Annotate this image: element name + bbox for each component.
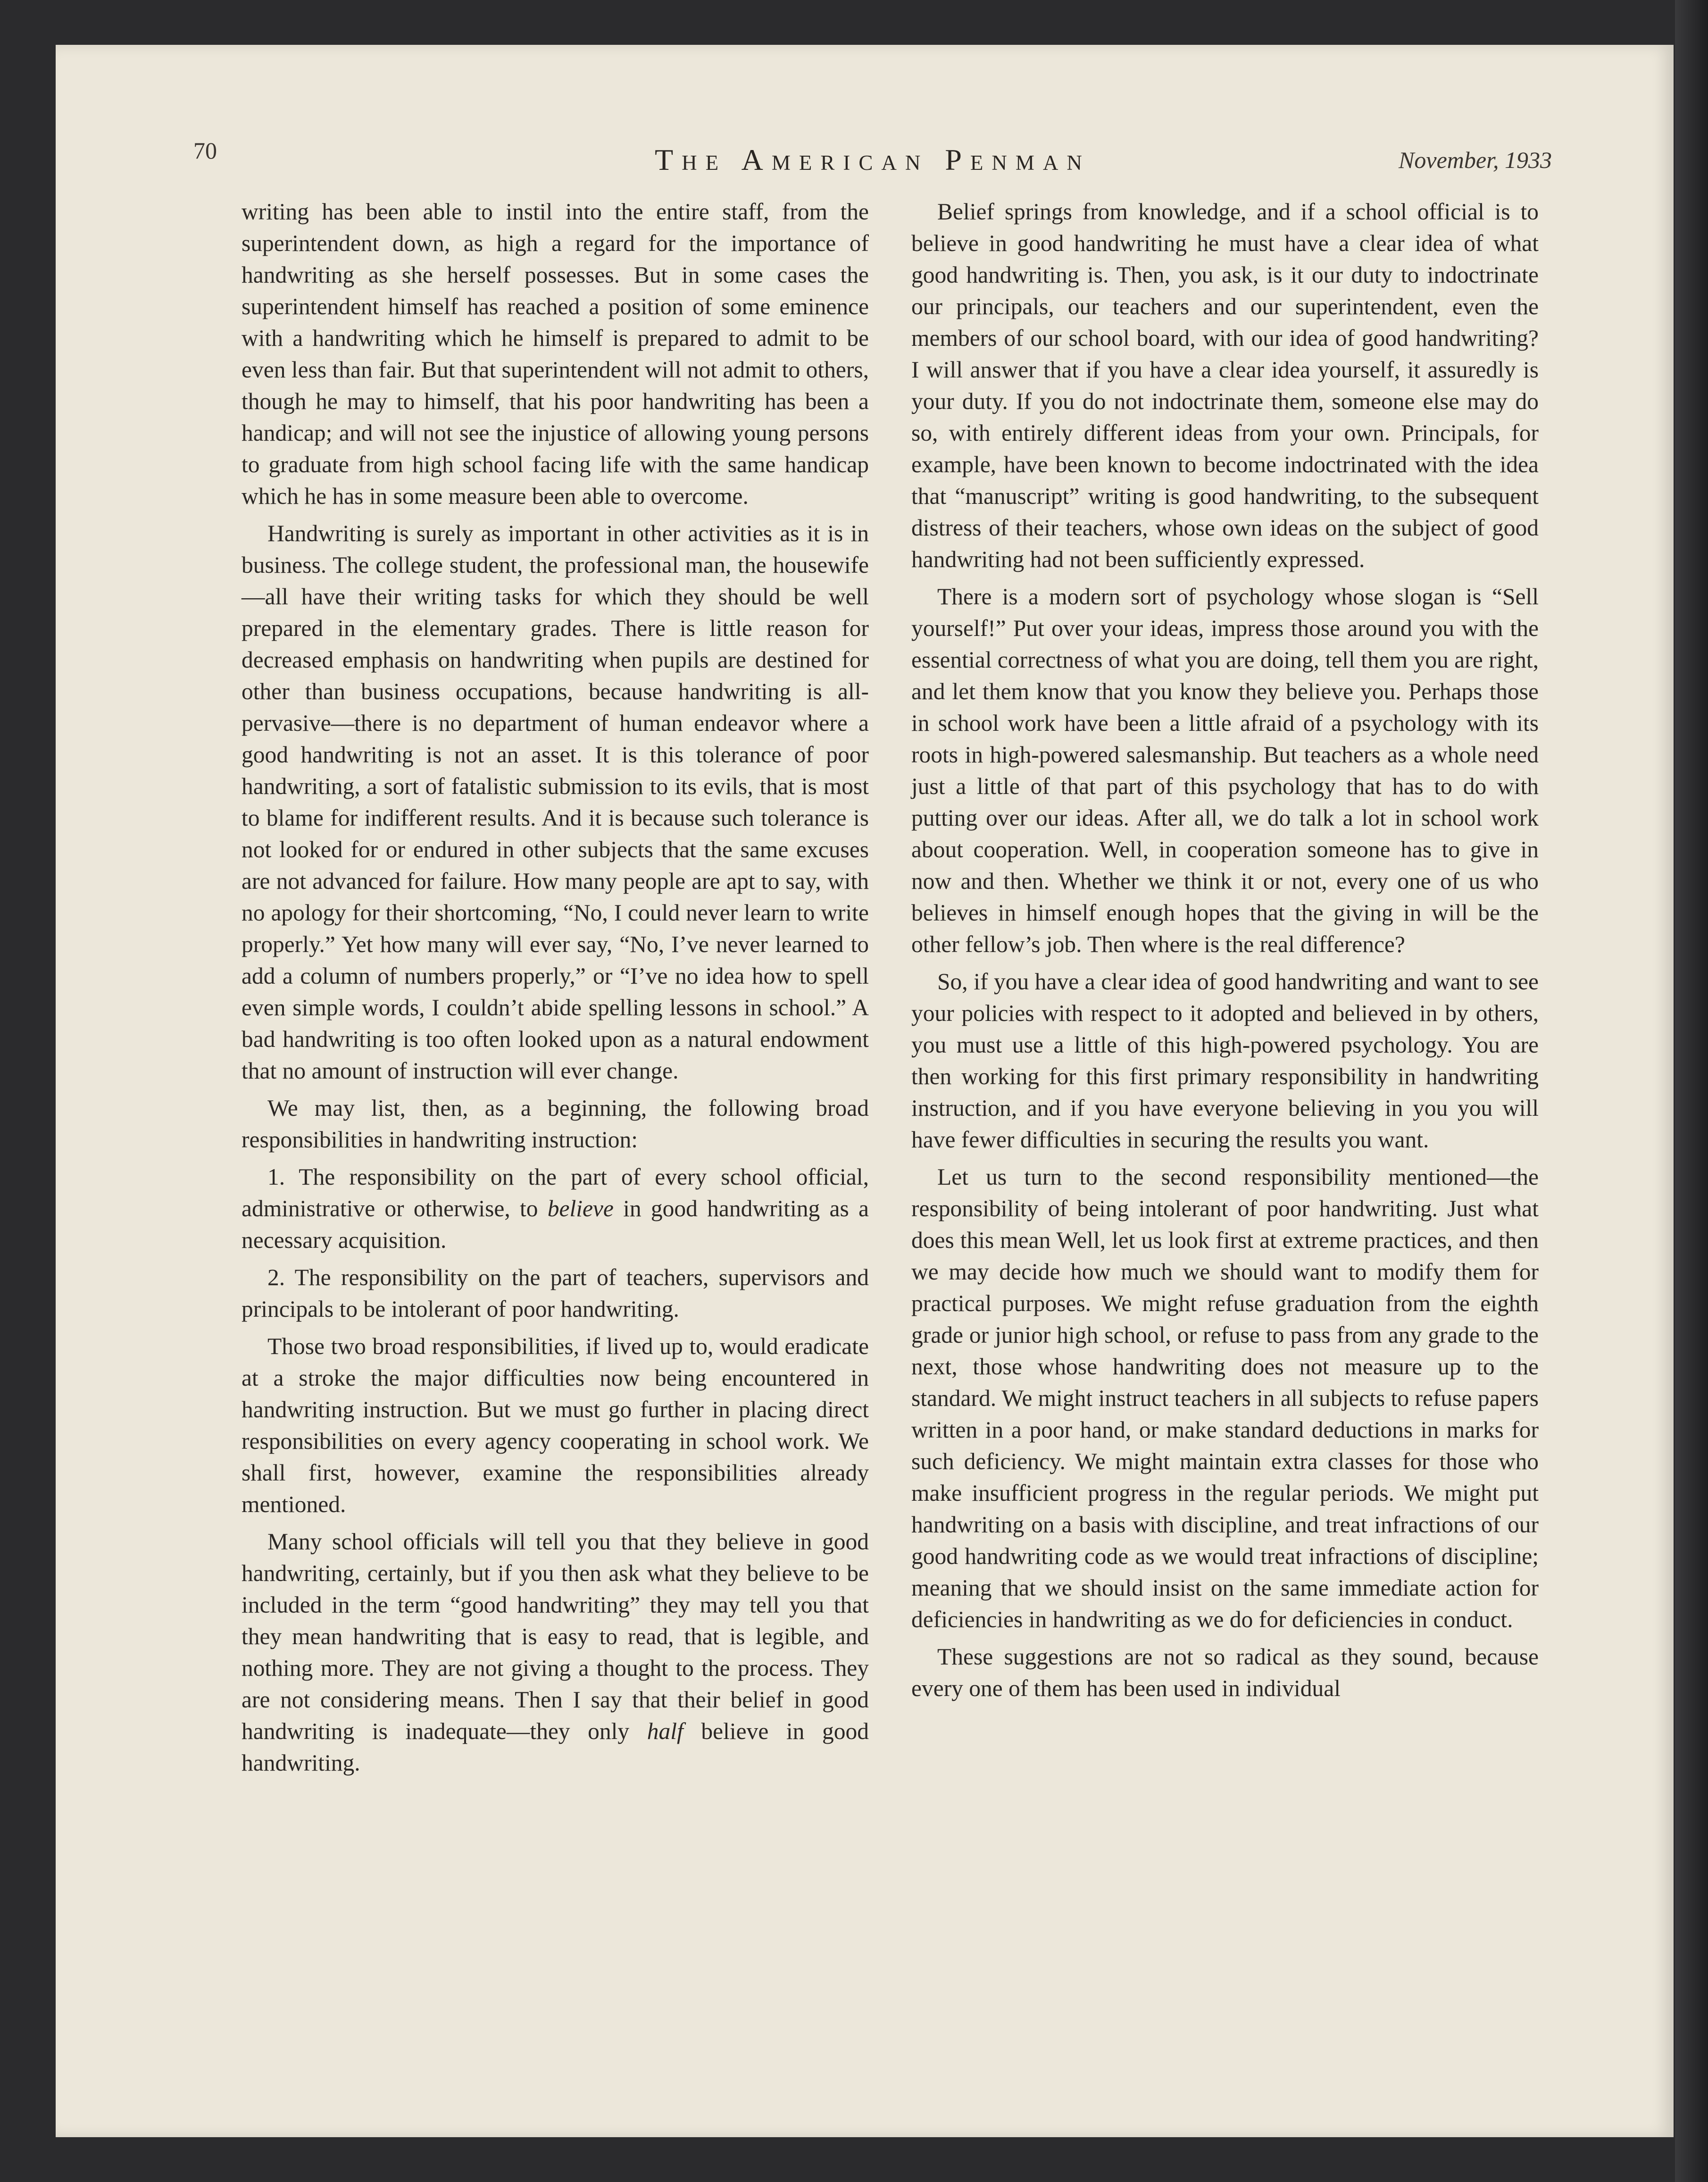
scan-edge bbox=[1675, 0, 1708, 2182]
paragraph-text: Many school officials will tell you that they believe in good handwriting, certainly, but if you then ask what they believe to be included in the term “good handwriting” they may tell you that they mean handwriting that is easy to read, that is legible, and nothing more. They are not giving a thought to the process. They are not considering means. Then I say that their belief in good handwriting is inadequate—they only bbox=[242, 1529, 869, 1744]
list-text: 1. The responsibility on the part of every school official, administrative or otherwise, to bbox=[242, 1164, 869, 1221]
paragraph: Those two broad responsibilities, if lived up to, would eradicate at a stroke the major difficulties now being encountered in handwriting instruction. But we must go further in placing direct responsibilities on every agency cooperating in school work. We shall first, however, examine the responsibilities already mentioned. bbox=[242, 1333, 869, 1517]
paragraph: writing has been able to instil into the entire staff, from the superintendent down, as high a regard for the importance of handwriting as she herself possesses. But in some cases the superintendent himself has reached a position of some eminence with a handwriting which he himself is prepared to admit to be even less than fair. But that superintendent will not admit to others, though he may to himself, that his poor handwriting has been a handicap; and will not see the injustice of allowing young persons to graduate from high school facing life with the same handicap which he has in some measure been able to overcome. bbox=[242, 199, 869, 509]
list-text: in good handwriting as a necessary acquisition. bbox=[242, 1196, 869, 1253]
paragraph: There is a modern sort of psychology whose slogan is “Sell yourself!” Put over your ideas, impress those around you with the essential correctness of what you are doing, tell them you are right, and let them know that you know they believe you. Perhaps those in school work have been a little afraid of a psychology with its roots in high-powered salesmanship. But teachers as a whole need just a little of that part of this psychology that has to do with putting over our ideas. After all, we do talk a lot in school work about cooperation. Well, in cooperation someone has to give in now and then. Whether we think it or not, every one of us who believes in himself enough hopes that the giving in will be the other fellow’s job. Then where is the real difference? bbox=[911, 584, 1539, 957]
paragraph: These suggestions are not so radical as they sound, because every one of them has been used in individual bbox=[911, 1644, 1539, 1701]
list-item bbox=[242, 1161, 869, 1256]
list-item: 2. The responsibility on the part of teachers, supervisors and principals to be intolerant of poor handwriting. bbox=[242, 1264, 869, 1322]
paragraph: We may list, then, as a beginning, the following broad responsibilities in handwriting instruction: bbox=[242, 1095, 869, 1153]
journal-title: The American Penman bbox=[655, 143, 1091, 176]
page-number: 70 bbox=[193, 137, 217, 164]
paragraph-text: believe in good handwriting. bbox=[242, 1718, 869, 1776]
emphasis: believe bbox=[547, 1196, 614, 1221]
left-column bbox=[242, 196, 869, 1784]
paragraph: Let us turn to the second responsibility mentioned—the responsibility of being intolerant of poor handwriting. Just what does this mean Well, let us look first at extreme practices, and then we may decide how much we should want to modify them for practical purposes. We might refuse graduation from the eighth grade or junior high school, or refuse to pass from any grade to the next, those whose handwriting does not measure up to the standard. We might instruct teachers in all subjects to refuse papers written in a poor hand, or make standard deductions in marks for such deficiency. We might maintain extra classes for those who make insufficient progress in the regular periods. We might put handwriting on a basis with discipline, and treat infractions of our good handwriting code as we would treat infractions of discipline; meaning that we should insist on the same immediate action for deficiencies in handwriting as we do for deficiencies in conduct. bbox=[911, 1164, 1539, 1632]
emphasis: half bbox=[647, 1718, 683, 1744]
paragraph: Belief springs from knowledge, and if a school official is to believe in good handwriting he must have a clear idea of what good handwriting is. Then, you ask, is it our duty to indoctrinate our principals, our teachers and our superintendent, even the members of our school board, with our idea of good handwriting? I will answer that if you have a clear idea yourself, it assuredly is your duty. If you do not indoctrinate them, someone else may do so, with entirely different ideas from your own. Principals, for example, have been known to become indoctrinated with the idea that “manuscript” writing is good handwriting, to the subsequent distress of their teachers, whose own ideas on the subject of good handwriting had not been sufficiently expressed. bbox=[911, 199, 1539, 572]
running-header bbox=[193, 137, 1552, 179]
right-column bbox=[911, 196, 1539, 1710]
paragraph bbox=[242, 1526, 869, 1779]
paragraph: Handwriting is surely as important in other activities as it is in business. The college student, the professional man, the housewife—all have their writing tasks for which they should be well prepared in the elementary grades. There is little reason for decreased emphasis on handwriting when pupils are destined for other than business occupations, because handwriting is all-pervasive—there is no department of human endeavor where a good handwriting is not an asset. It is this tolerance of poor handwriting, a sort of fatalistic submission to its evils, that is most to blame for indifferent results. And it is because such tolerance is not looked for or endured in other subjects that the same excuses are not advanced for failure. How many people are apt to say, with no apology for their shortcoming, “No, I could never learn to write properly.” Yet how many will ever say, “No, I’ve never learned to add a column of numbers properly,” or “I’ve no idea how to spell even simple words, I couldn’t abide spelling lessons in school.” A bad handwriting is too often looked upon as a natural endowment that no amount of instruction will ever change. bbox=[242, 520, 869, 1084]
issue-date: November, 1933 bbox=[1399, 147, 1552, 173]
paragraph: So, if you have a clear idea of good handwriting and want to see your policies with respect to it adopted and believed in by others, you must use a little of this high-powered psychology. You are then working for this first primary responsibility in handwriting instruction, and if you have everyone believing in you you will have fewer difficulties in securing the results you want. bbox=[911, 969, 1539, 1153]
